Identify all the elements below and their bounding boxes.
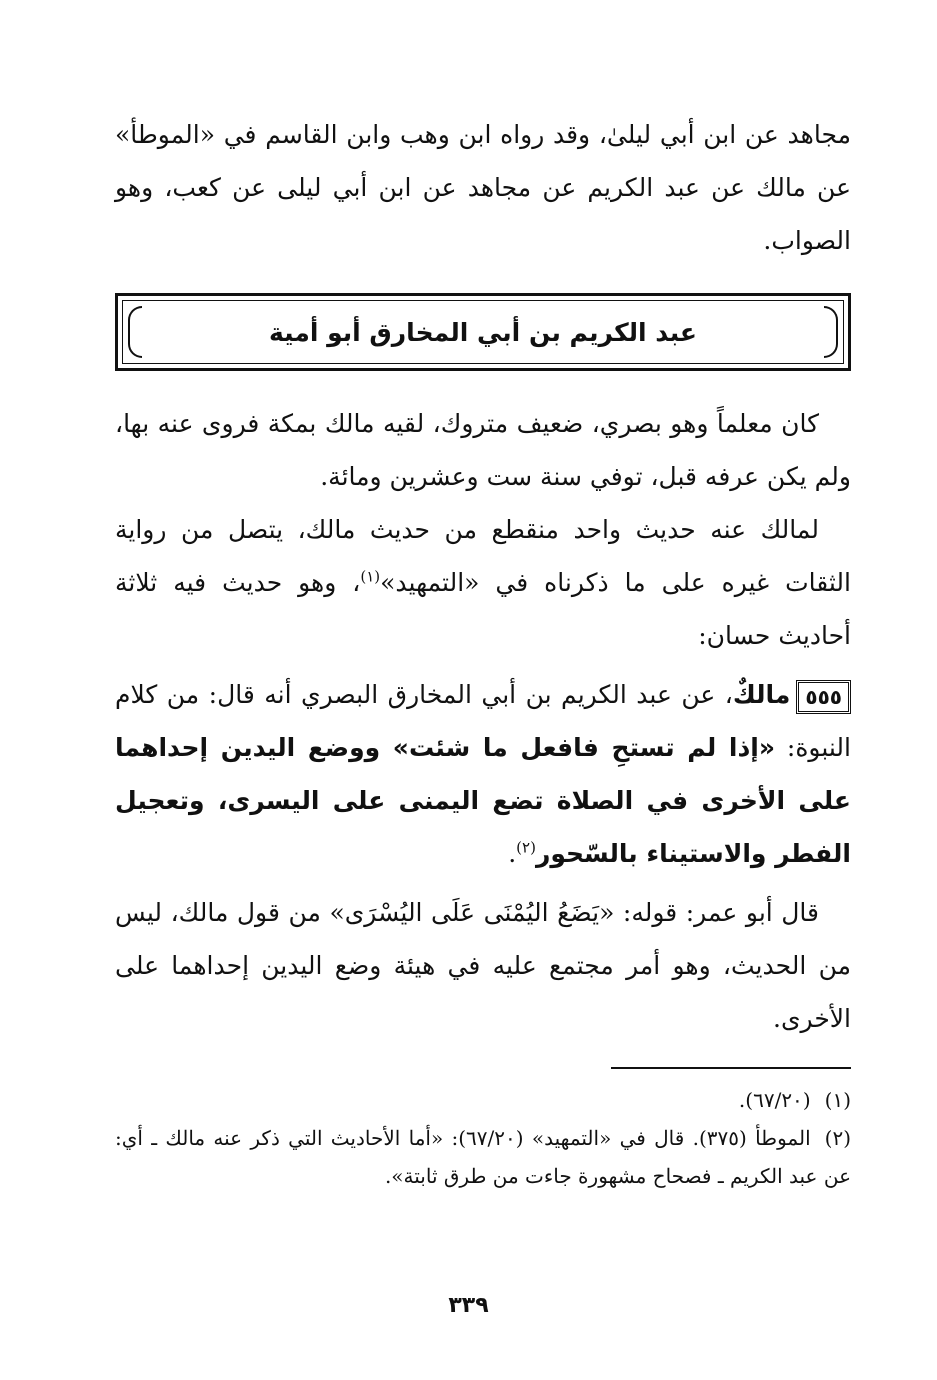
section-title: عبد الكريم بن أبي المخارق أبو أمية	[268, 317, 698, 347]
commentary-paragraph: قال أبو عمر: قوله: «يَضَعُ اليُمْنَى عَلَى اليُسْرَى» من قول مالك، ليس من الحديث، وهو أمر مجتمع عليه في هيئة وضع اليدين إحداهما على الأخرى.	[115, 898, 851, 1033]
hadith-chain: ، عن عبد الكريم بن أبي المخارق البصري أنه قال: من كلام النبوة:	[115, 680, 851, 762]
bio-paragraph: كان معلماً وهو بصري، ضعيف متروك، لقيه مالك بمكة فروى عنه بها، ولم يكن عرفه قبل، توفي سنة ست وعشرين ومائة.	[115, 409, 851, 491]
hadith-end: .	[508, 839, 517, 868]
page-body	[115, 108, 851, 1195]
hadith-number-badge: ٥٥٥	[796, 680, 851, 714]
footnote-ref-2[interactable]: (٢)	[516, 838, 536, 857]
footnote-1	[115, 1081, 851, 1119]
malik-hadith-text-end: ، وهو حديث فيه ثلاثة أحاديث حسان:	[115, 568, 851, 650]
intro-paragraph: مجاهد عن ابن أبي ليلىٰ، وقد رواه ابن وهب وابن القاسم في «الموطأ» عن مالك عن عبد الكريم عن مجاهد عن ابن أبي ليلى عن كعب، وهو الصواب.	[115, 120, 851, 255]
malik-hadith-text: لمالك عنه حديث واحد منقطع من حديث مالك، يتصل من رواية الثقات غيره على ما ذكرناه في «التمهيد»	[115, 515, 851, 597]
malik-hadith-paragraph	[115, 503, 851, 662]
hadith-narrator: مالكٌ	[732, 680, 791, 709]
hadith-matn: «إذا لم تستحِ فافعل ما شئت» ووضع اليدين إحداهما على الأخرى في الصلاة تضع اليمنى على اليسرى، وتعجيل الفطر والاستيناء بالسّحور	[115, 733, 851, 868]
section-title-box	[115, 293, 851, 371]
hadith-paragraph	[115, 668, 851, 880]
footnote-2	[115, 1119, 851, 1195]
page-number: ٣٣٩	[448, 1293, 489, 1318]
footnote-divider	[611, 1067, 851, 1069]
footnote-number: (١)	[824, 1088, 851, 1112]
footnote-ref-1[interactable]: (١)	[360, 567, 381, 586]
footnote-text: (٦٧/٢٠).	[738, 1088, 811, 1112]
footnote-text: الموطأ (٣٧٥). قال في «التمهيد» (٦٧/٢٠): «أما الأحاديث التي ذكر عنه مالك ـ أي: عن عبد الكريم ـ فصحاح مشهورة جاءت من طرق ثابتة».	[115, 1126, 851, 1188]
footnote-number: (٢)	[824, 1126, 852, 1150]
